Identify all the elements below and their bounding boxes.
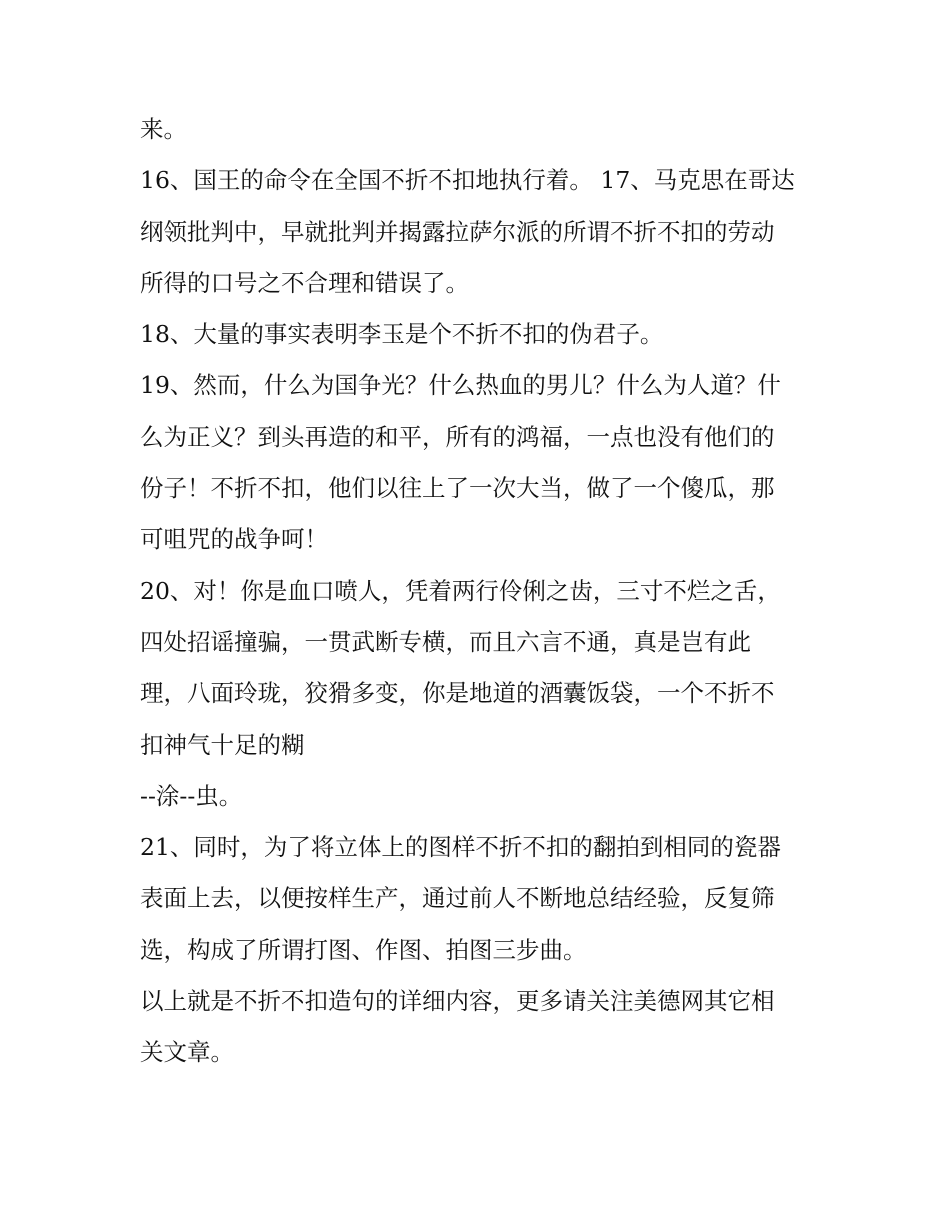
text-line: 来。 (140, 115, 187, 143)
text-line: 份子！不折不扣，他们以往上了一次大当，做了一个傻瓜，那 (140, 474, 775, 503)
text-line: 以上就是不折不扣造句的详细内容，更多请关注美德网其它相 (140, 987, 775, 1016)
text-line: --涂--虫。 (140, 781, 243, 810)
text-line: 21、同时，为了将立体上的图样不折不扣的翻拍到相同的瓷器 (140, 833, 781, 862)
document-body (140, 104, 820, 1079)
text-line: 16、国王的命令在全国不折不扣地执行着。 17、马克思在哥达 (140, 166, 795, 195)
text-line: 扣神气十足的糊 (140, 730, 305, 759)
text-line: 所得的口号之不合理和错误了。 (140, 268, 469, 297)
text-line: 关文章。 (140, 1038, 234, 1067)
text-line: 20、对！你是血口喷人，凭着两行伶俐之齿，三寸不烂之舌， (140, 576, 781, 605)
text-line: 可咀咒的战争呵！ (140, 525, 328, 554)
text-line: 理，八面玲珑，狡猾多变，你是地道的酒囊饭袋，一个不折不 (140, 679, 775, 708)
text-line: 四处招谣撞骗，一贯武断专横，而且六言不通，真是岂有此 (140, 627, 751, 656)
text-line: 表面上去，以便按样生产，通过前人不断地总结经验，反复筛 (140, 884, 775, 913)
text-line: 18、大量的事实表明李玉是个不折不扣的伪君子。 (140, 320, 664, 349)
text-line: 选，构成了所谓打图、作图、拍图三步曲。 (140, 935, 587, 964)
text-line: 么为正义？到头再造的和平，所有的鸿福，一点也没有他们的 (140, 422, 775, 451)
text-line: 19、然而，什么为国争光？什么热血的男儿？什么为人道？什 (140, 371, 781, 400)
text-line: 纲领批判中，早就批判并揭露拉萨尔派的所谓不折不扣的劳动 (140, 217, 775, 246)
